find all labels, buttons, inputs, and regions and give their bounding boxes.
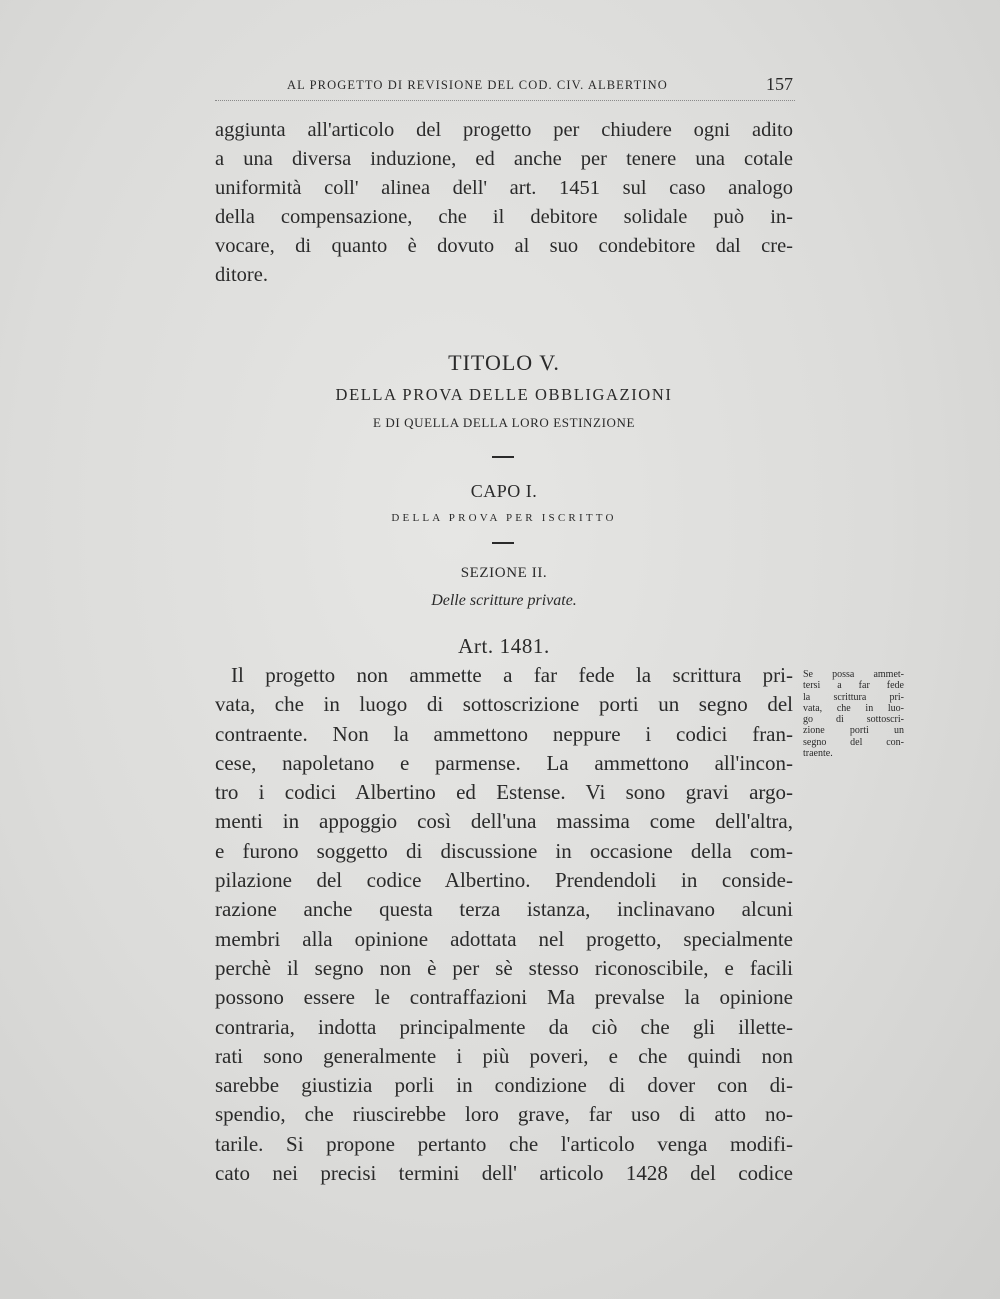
text-line: sarebbe giustizia porli in condizione di dover con di- [215, 1073, 793, 1098]
text-line: uniformità coll' alinea dell' art. 1451 sul caso analogo [215, 177, 793, 199]
text-line: contraria, indotta principalmente da ciò che gli illette- [215, 1014, 793, 1039]
titolo-heading: TITOLO V. [448, 350, 560, 375]
article-heading: Art. 1481. [458, 634, 550, 658]
text-line: spendio, che riuscirebbe loro grave, far uso di atto no- [215, 1102, 793, 1127]
section-divider [492, 542, 514, 544]
margin-note-line: vata, che in luo- [803, 702, 904, 714]
sezione-heading: SEZIONE II. [460, 565, 548, 581]
article-body [215, 661, 793, 1188]
text-line: tarile. Si propone pertanto che l'articolo venga modifi- [215, 1131, 793, 1156]
paragraph-continuation [215, 116, 793, 290]
capo-heading: CAPO I. [470, 481, 538, 501]
text-line: vocare, di quanto è dovuto al suo condebitore dal cre- [215, 235, 793, 257]
margin-note-line: tersi a far fede [803, 680, 904, 692]
titolo-subtitle-2: E DI QUELLA DELLA LORO ESTINZIONE [372, 415, 636, 430]
text-line: membri alla opinione adottata nel progetto, specialmente [215, 926, 793, 951]
text-line: perchè il segno non è per sè stesso riconoscibile, e facili [215, 955, 793, 980]
capo-subtitle: DELLA PROVA PER ISCRITTO [391, 512, 617, 524]
header-title: AL PROGETTO DI REVISIONE DEL COD. CIV. ALBERTINO [287, 78, 668, 92]
text-line: Il progetto non ammette a far fede la scrittura pri- [231, 663, 793, 687]
text-line: pilazione del codice Albertino. Prendendoli in conside- [215, 868, 793, 893]
text-line: rati sono generalmente i più poveri, e che quindi non [215, 1043, 793, 1068]
text-line: e furono soggetto di discussione in occasione della com- [215, 838, 793, 863]
running-header [215, 74, 795, 101]
margin-note-line: go di sottoscri- [803, 714, 904, 726]
page-number: 157 [766, 74, 793, 94]
margin-note [803, 669, 904, 759]
text-line: contraente. Non la ammettono neppure i codici fran- [215, 721, 793, 746]
text-line: possono essere le contraffazioni Ma prevalse la opinione [215, 985, 793, 1010]
margin-note-line: Se possa ammet- [803, 669, 904, 680]
margin-note-line: segno del con- [803, 736, 904, 748]
text-line: razione anche questa terza istanza, inclinavano alcuni [215, 897, 793, 922]
text-line: ditore. [215, 264, 268, 286]
titolo-subtitle-1: DELLA PROVA DELLE OBBLIGAZIONI [335, 385, 673, 404]
section-divider [492, 456, 514, 458]
margin-note-line: traente. [803, 748, 833, 760]
text-line: a una diversa induzione, ed anche per tenere una cotale [215, 148, 793, 170]
text-line: cese, napoletano e parmense. La ammettono all'incon- [215, 750, 793, 775]
text-line: cato nei precisi termini dell' articolo 1428 del codice [215, 1161, 793, 1186]
margin-note-line: zione porti un [803, 725, 904, 737]
text-line: aggiunta all'articolo del progetto per chiudere ogni adito [215, 119, 793, 141]
margin-note-line: la scrittura pri- [803, 691, 904, 703]
text-line: della compensazione, che il debitore solidale può in- [215, 206, 793, 228]
text-line: vata, che in luogo di sottoscrizione porti un segno del [215, 692, 793, 717]
text-line: menti in appoggio così dell'una massima come dell'altra, [215, 809, 793, 834]
sezione-subtitle: Delle scritture private. [431, 592, 577, 609]
text-line: tro i codici Albertino ed Estense. Vi sono gravi argo- [215, 780, 793, 805]
